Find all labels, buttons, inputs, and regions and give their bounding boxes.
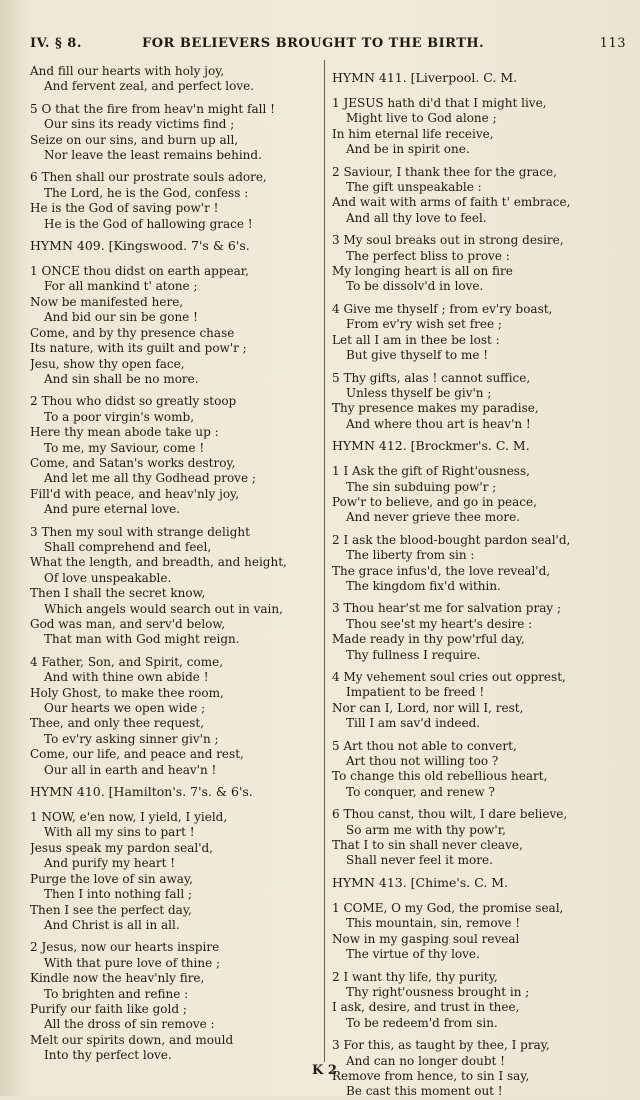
verse-line: 6 Thou canst, thou wilt, I dare believe,	[332, 807, 568, 822]
verse-line: 5 Art thou not able to convert,	[332, 738, 517, 753]
verse-line: Seize on our sins, and burn up all,	[30, 132, 239, 147]
stanza-gap	[30, 163, 318, 170]
verse-line: To brighten and refine :	[44, 986, 189, 1001]
verse-line: And never grieve thee more.	[346, 510, 521, 525]
verse-line: 5 O that the fire from heav'n might fall !	[30, 101, 275, 116]
verse-line: 3 For this, as taught by thee, I pray,	[332, 1038, 550, 1053]
verse-line: 2 I ask the blood-bought pardon seal'd,	[332, 532, 571, 547]
verse-line: And wait with arms of faith t' embrace,	[332, 195, 571, 210]
stanza-gap	[332, 963, 628, 970]
stanza-gap	[332, 800, 628, 807]
stanza-gap	[30, 518, 318, 525]
verse-line: The liberty from sin :	[346, 548, 475, 563]
verse-line: 1 ONCE thou didst on earth appear,	[30, 264, 249, 279]
verse-line: And purify my heart !	[44, 856, 176, 871]
verse-line: This mountain, sin, remove !	[346, 916, 521, 931]
signature-mark: K 2	[312, 1063, 337, 1078]
verse-line: For all mankind t' atone ;	[44, 279, 198, 294]
stanza-gap	[332, 295, 628, 302]
verse-line: And fill our hearts with holy joy,	[30, 64, 225, 78]
verse-line: And bid our sin be gone !	[44, 310, 198, 325]
verse-line: The Lord, he is the God, confess :	[44, 185, 249, 200]
stanza-gap	[332, 663, 628, 670]
verse-line: Fill'd with peace, and heav'nly joy,	[30, 486, 240, 501]
verse-line: And where thou art is heav'n !	[346, 416, 531, 431]
verse-line: That I to sin shall never cleave,	[332, 838, 523, 853]
verse-line: The grace infus'd, the love reveal'd,	[332, 563, 551, 578]
verse-line: So arm me with thy pow'r,	[346, 822, 506, 837]
verse-line: Then I see the perfect day,	[30, 902, 192, 917]
hymn-heading: HYMN 413. [Chime's. C. M.	[332, 874, 509, 890]
verse-line: Nor leave the least remains behind.	[44, 148, 262, 163]
verse-line: 2 I want thy life, thy purity,	[332, 969, 498, 984]
verse-line: Into thy perfect love.	[44, 1048, 172, 1063]
verse-line: Jesu, show thy open face,	[30, 356, 185, 371]
verse-line: 1 NOW, e'en now, I yield, I yield,	[30, 810, 228, 825]
verse-line: God was man, and serv'd below,	[30, 617, 226, 631]
verse-line: Made ready in thy pow'rful day,	[332, 632, 525, 647]
verse-line: 2 Saviour, I thank thee for the grace,	[332, 164, 557, 179]
verse-line: Thou see'st my heart's desire :	[346, 616, 533, 631]
hymn-heading: HYMN 410. [Hamilton's. 7's. & 6's.	[30, 784, 253, 800]
verse-line: 3 Thou hear'st me for salvation pray ;	[332, 601, 561, 616]
stanza-gap	[332, 158, 628, 165]
verse-line: Pow'r to believe, and go in peace,	[332, 494, 537, 509]
verse-line: And sin shall be no more.	[44, 371, 199, 386]
verse-line: 6 Then shall our prostrate souls adore,	[30, 170, 267, 185]
verse-line: 1 JESUS hath di'd that I might live,	[332, 96, 547, 110]
verse-line: In him eternal life receive,	[332, 126, 494, 141]
page-title: FOR BELIEVERS BROUGHT TO THE BIRTH.	[142, 36, 485, 51]
hymn-heading: HYMN 411. [Liverpool. C. M.	[332, 70, 518, 85]
verse-line: To be redeem'd from sin.	[346, 1015, 498, 1030]
verse-line: Thy fullness I require.	[346, 647, 481, 662]
verse-line: Then I into nothing fall ;	[44, 887, 193, 902]
verse-line: And let me all thy Godhead prove ;	[44, 471, 256, 486]
verse-line: Nor can I, Lord, nor will I, rest,	[332, 700, 524, 715]
verse-line: Unless thyself be giv'n ;	[346, 385, 492, 400]
verse-line: To a poor virgin's womb,	[44, 409, 195, 424]
verse-line: And fervent zeal, and perfect love.	[44, 79, 255, 94]
verse-line: But give thyself to me !	[346, 348, 489, 363]
verse-line: Thy presence makes my paradise,	[332, 401, 539, 416]
hymn-heading: HYMN 409. [Kingswood. 7's & 6's.	[30, 238, 250, 254]
stanza-gap	[30, 387, 318, 394]
stanza-gap	[332, 732, 628, 739]
verse-line: He is the God of hallowing grace !	[44, 216, 253, 231]
verse-line: Till I am sav'd indeed.	[346, 716, 481, 731]
verse-line: Thee, and only thee request,	[30, 716, 205, 731]
verse-line: Of love unspeakable.	[44, 570, 172, 585]
verse-line: And be in spirit one.	[346, 142, 470, 157]
verse-line: Let all I am in thee be lost :	[332, 332, 500, 347]
verse-line: Art thou not willing too ?	[346, 754, 499, 769]
verse-line: 4 Give me thyself ; from ev'ry boast,	[332, 301, 553, 316]
stanza-gap	[332, 594, 628, 601]
verse-line: That man with God might reign.	[44, 632, 240, 647]
left-column	[30, 64, 318, 1064]
right-column	[332, 64, 628, 1100]
stanza-gap	[30, 95, 318, 102]
verse-line: 3 My soul breaks out in strong desire,	[332, 233, 564, 248]
verse-line: With all my sins to part !	[44, 825, 195, 840]
verse-line: Our all in earth and heav'n !	[44, 762, 217, 777]
hymn-heading: HYMN 412. [Brockmer's. C. M.	[332, 438, 530, 454]
verse-line: Might live to God alone ;	[346, 111, 497, 126]
verse-line: I ask, desire, and trust in thee,	[332, 1000, 520, 1015]
verse-line: The perfect bliss to prove :	[346, 248, 510, 263]
verse-line: Here thy mean abode take up :	[30, 425, 219, 440]
verse-line: To me, my Saviour, come !	[44, 440, 205, 455]
verse-line: And Christ is all in all.	[44, 917, 180, 932]
running-header	[30, 36, 626, 58]
verse-line: Melt our spirits down, and mould	[30, 1032, 234, 1047]
verse-line: Come, and by thy presence chase	[30, 325, 235, 340]
verse-line: 1 COME, O my God, the promise seal,	[332, 900, 564, 915]
verse-line: The virtue of thy love.	[346, 947, 480, 962]
verse-line: 4 Father, Son, and Spirit, come,	[30, 654, 224, 669]
verse-line: To conquer, and renew ?	[346, 784, 495, 799]
verse-line: Which angels would search out in vain,	[44, 601, 283, 616]
verse-line: The sin subduing pow'r ;	[346, 479, 497, 494]
verse-line: Kindle now the heav'nly fire,	[30, 971, 205, 986]
verse-line: Holy Ghost, to make thee room,	[30, 685, 224, 700]
stanza-gap	[332, 226, 628, 233]
verse-line: And all thy love to feel.	[346, 210, 487, 225]
verse-line: 5 Thy gifts, alas ! cannot suffice,	[332, 370, 531, 385]
verse-line: Then I shall the secret know,	[30, 586, 206, 601]
verse-line: The kingdom fix'd within.	[346, 578, 501, 593]
verse-line: 2 Jesus, now our hearts inspire	[30, 940, 220, 955]
verse-line: 1 I Ask the gift of Right'ousness,	[332, 464, 530, 479]
verse-line: From ev'ry wish set free ;	[346, 317, 502, 332]
verse-line: Our hearts we open wide ;	[44, 701, 206, 716]
verse-line: Purge the love of sin away,	[30, 871, 193, 886]
stanza-gap	[332, 526, 628, 533]
verse-line: 4 My vehement soul cries out opprest,	[332, 670, 566, 684]
verse-line: Be cast this moment out !	[346, 1084, 503, 1099]
verse-line: 2 Thou who didst so greatly stoop	[30, 394, 237, 409]
verse-line: What the length, and breadth, and height,	[30, 555, 287, 570]
verse-line: And can no longer doubt !	[346, 1053, 505, 1068]
verse-line: To be dissolv'd in love.	[346, 279, 484, 294]
verse-line: Shall comprehend and feel,	[44, 539, 212, 554]
verse-line: Now in my gasping soul reveal	[332, 931, 520, 946]
verse-line: With that pure love of thine ;	[44, 955, 221, 970]
verse-line: 3 Then my soul with strange delight	[30, 524, 250, 539]
verse-line: He is the God of saving pow'r !	[30, 201, 219, 216]
verse-line: The gift unspeakable :	[346, 180, 482, 195]
stanza-gap	[332, 364, 628, 371]
verse-line: Impatient to be freed !	[346, 685, 485, 700]
verse-line: All the dross of sin remove :	[44, 1017, 215, 1032]
section-number: IV. § 8.	[30, 36, 82, 51]
verse-line: Come, and Satan's works destroy,	[30, 455, 236, 470]
verse-line: And with thine own abide !	[44, 670, 209, 685]
verse-line: Shall never feel it more.	[346, 853, 493, 868]
stanza-gap	[30, 648, 318, 655]
page-number: 113	[599, 36, 626, 51]
stanza-gap	[30, 933, 318, 940]
verse-line: Now be manifested here,	[30, 294, 184, 309]
stanza-gap	[332, 1031, 628, 1038]
verse-line: Thy right'ousness brought in ;	[346, 984, 530, 999]
verse-line: To change this old rebellious heart,	[332, 769, 548, 784]
verse-line: And pure eternal love.	[44, 502, 181, 517]
verse-line: Our sins its ready victims find ;	[44, 117, 235, 132]
verse-line: Its nature, with its guilt and pow'r ;	[30, 341, 247, 356]
verse-line: Purify our faith like gold ;	[30, 1001, 187, 1016]
verse-line: Come, our life, and peace and rest,	[30, 747, 244, 762]
verse-line: To ev'ry asking sinner giv'n ;	[44, 731, 219, 746]
verse-line: Jesus speak my pardon seal'd,	[30, 840, 213, 855]
column-divider	[324, 60, 325, 1062]
verse-line: Remove from hence, to sin I say,	[332, 1068, 530, 1083]
verse-line: My longing heart is all on fire	[332, 264, 513, 279]
